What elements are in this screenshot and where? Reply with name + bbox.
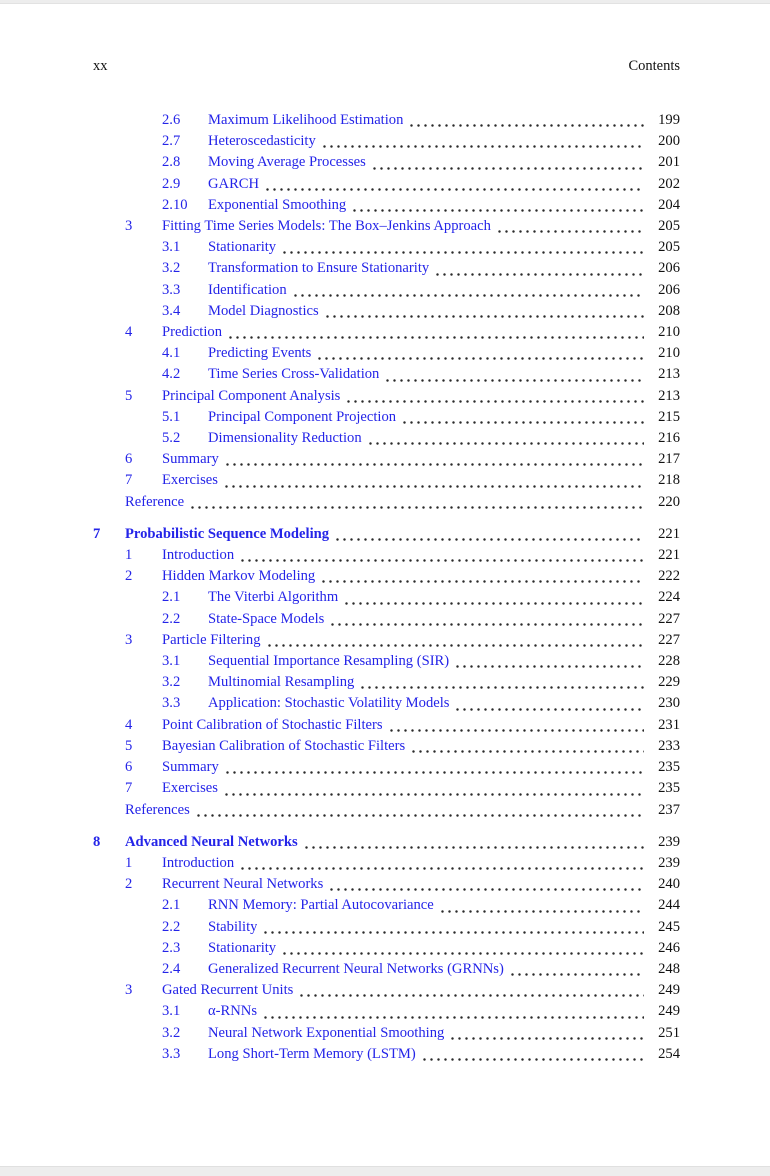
entry-title: Prediction xyxy=(162,324,222,341)
entry-number: 2 xyxy=(125,568,133,585)
entry-title: Particle Filtering xyxy=(162,631,261,648)
entry-number: 7 xyxy=(125,780,133,797)
entry-page-number: 224 xyxy=(658,589,680,606)
entry-page-number: 201 xyxy=(658,154,680,171)
entry-number: 3.1 xyxy=(162,653,181,670)
entry-number: 4 xyxy=(125,716,133,733)
entry-page-number: 237 xyxy=(658,801,680,818)
entry-page-number: 248 xyxy=(658,960,680,977)
toc-entry-7-exercises[interactable] xyxy=(93,778,680,799)
entry-page-number: 206 xyxy=(658,281,680,298)
dot-leader xyxy=(266,188,644,191)
entry-page-number: 210 xyxy=(658,345,680,362)
toc-entry-3-3-long-short-term-memory-lstm[interactable] xyxy=(93,1044,680,1065)
entry-title: Principal Component Projection xyxy=(208,408,397,425)
dot-leader xyxy=(241,559,644,562)
toc-entry-7-exercises[interactable] xyxy=(93,470,680,491)
toc-entry-5-1-principal-component-projection[interactable] xyxy=(93,407,680,428)
toc-entry-2-1-rnn-memory-partial-autocovariance[interactable] xyxy=(93,895,680,916)
entry-page-number: 245 xyxy=(658,918,680,935)
entry-title: Generalized Recurrent Neural Networks (GRNNs) xyxy=(208,960,504,977)
entry-number: 6 xyxy=(125,759,133,776)
entry-page-number: 213 xyxy=(658,366,680,383)
dot-leader xyxy=(410,124,644,127)
dot-leader xyxy=(268,644,645,647)
entry-page-number: 220 xyxy=(658,493,680,510)
entry-number: 2.6 xyxy=(162,112,181,128)
entry-title: Exercises xyxy=(162,472,218,489)
entry-number: 8 xyxy=(93,833,101,850)
entry-number: 2.1 xyxy=(162,589,181,606)
entry-title: Moving Average Processes xyxy=(208,154,366,171)
entry-page-number: 202 xyxy=(658,175,680,192)
toc-entry-3-3-identification[interactable] xyxy=(93,280,680,301)
toc-entry-3-fitting-time-series-models-the-box-jenkins-approach[interactable] xyxy=(93,216,680,237)
running-head: Contents xyxy=(628,58,680,74)
entry-page-number: 205 xyxy=(658,218,680,235)
entry-title: Identification xyxy=(208,281,287,298)
toc-entry-3-1-rnns[interactable] xyxy=(93,1001,680,1022)
dot-leader xyxy=(225,485,644,488)
entry-number: 2.9 xyxy=(162,175,181,192)
dot-leader xyxy=(197,814,644,817)
dot-leader xyxy=(347,400,644,403)
entry-number: 2.8 xyxy=(162,154,181,171)
toc-entry-3-2-multinomial-resampling[interactable] xyxy=(93,672,680,693)
entry-page-number: 208 xyxy=(658,302,680,319)
toc-entry-2-9-garch[interactable] xyxy=(93,174,680,195)
toc-entry-2-8-moving-average-processes[interactable] xyxy=(93,152,680,173)
entry-page-number: 213 xyxy=(658,387,680,404)
toc-entry-3-1-sequential-importance-resampling-sir[interactable] xyxy=(93,651,680,672)
entry-page-number: 227 xyxy=(658,631,680,648)
entry-title: Predicting Events xyxy=(208,345,312,362)
entry-page-number: 244 xyxy=(658,897,680,914)
dot-leader xyxy=(423,1058,644,1061)
entry-number: 1 xyxy=(125,547,133,564)
entry-title: Exercises xyxy=(162,780,218,797)
entry-title: Probabilistic Sequence Modeling xyxy=(125,525,330,542)
dot-leader xyxy=(331,623,644,626)
entry-title: Introduction xyxy=(162,547,235,564)
entry-page-number: 239 xyxy=(658,854,680,871)
dot-leader xyxy=(511,973,644,976)
entry-number: 2.3 xyxy=(162,939,181,956)
entry-page-number: 215 xyxy=(658,408,680,425)
toc-entry-2-4-generalized-recurrent-neural-networks-grnns[interactable] xyxy=(93,959,680,980)
entry-title: Stationarity xyxy=(208,939,277,956)
entry-number: 6 xyxy=(125,451,133,468)
entry-page-number: 229 xyxy=(658,674,680,691)
dot-leader xyxy=(226,771,644,774)
toc-entry-6-summary[interactable] xyxy=(93,757,680,778)
entry-page-number: 210 xyxy=(658,324,680,341)
entry-page-number: 199 xyxy=(658,112,680,128)
entry-number: 2.4 xyxy=(162,960,181,977)
entry-page-number: 254 xyxy=(658,1045,680,1062)
entry-title: Maximum Likelihood Estimation xyxy=(208,112,404,128)
entry-number: 5.1 xyxy=(162,408,181,425)
page-folio: xx xyxy=(93,58,108,74)
entry-number: 5.2 xyxy=(162,430,181,447)
toc-entry-3-1-stationarity[interactable] xyxy=(93,237,680,258)
entry-number: 5 xyxy=(125,387,133,404)
dot-leader xyxy=(498,230,644,233)
entry-number: 3 xyxy=(125,631,133,648)
dot-leader xyxy=(456,708,644,711)
dot-leader xyxy=(390,729,644,732)
dot-leader xyxy=(225,793,644,796)
entry-page-number: 216 xyxy=(658,430,680,447)
entry-number: 4.2 xyxy=(162,366,181,383)
entry-page-number: 218 xyxy=(658,472,680,489)
entry-number: 3.2 xyxy=(162,1024,181,1041)
entry-title: Multinomial Resampling xyxy=(208,674,355,691)
entry-title: Introduction xyxy=(162,854,235,871)
entry-number: 3.3 xyxy=(162,281,181,298)
entry-title: Principal Component Analysis xyxy=(162,387,341,404)
toc-entry-8-advanced-neural-networks[interactable] xyxy=(93,832,680,853)
entry-page-number: 222 xyxy=(658,568,680,585)
entry-title: Summary xyxy=(162,759,219,776)
entry-title: Transformation to Ensure Stationarity xyxy=(208,260,430,277)
entry-page-number: 251 xyxy=(658,1024,680,1041)
toc-entry-3-2-neural-network-exponential-smoothing[interactable] xyxy=(93,1023,680,1044)
dot-leader xyxy=(294,294,644,297)
entry-number: 4.1 xyxy=(162,345,181,362)
entry-title: Stability xyxy=(208,918,258,935)
toc-block-chapter-8 xyxy=(93,832,680,1065)
page-header xyxy=(93,58,680,75)
entry-page-number: 230 xyxy=(658,695,680,712)
toc-entry-1-introduction[interactable] xyxy=(93,853,680,874)
entry-title: Summary xyxy=(162,451,219,468)
table-of-contents xyxy=(93,110,680,1065)
entry-title: Sequential Importance Resampling (SIR) xyxy=(208,653,450,670)
entry-number: 4 xyxy=(125,324,133,341)
dot-leader xyxy=(361,686,644,689)
entry-page-number: 227 xyxy=(658,610,680,627)
toc-entry-2-2-stability[interactable] xyxy=(93,917,680,938)
dot-leader xyxy=(226,463,644,466)
dot-leader xyxy=(353,209,644,212)
dot-leader xyxy=(322,580,644,583)
dot-leader xyxy=(283,952,644,955)
entry-number: 2.7 xyxy=(162,133,181,150)
dot-leader xyxy=(300,994,644,997)
entry-title: Model Diagnostics xyxy=(208,302,319,319)
entry-title: Point Calibration of Stochastic Filters xyxy=(162,716,383,733)
entry-page-number: 205 xyxy=(658,239,680,256)
dot-leader xyxy=(456,665,644,668)
toc-entry-2-3-stationarity[interactable] xyxy=(93,938,680,959)
dot-leader xyxy=(441,910,644,913)
entry-title: α-RNNs xyxy=(208,1003,257,1020)
viewer-edge-top xyxy=(0,0,770,4)
dot-leader xyxy=(345,602,644,605)
entry-page-number: 200 xyxy=(658,133,680,150)
entry-page-number: 249 xyxy=(658,1003,680,1020)
entry-page-number: 240 xyxy=(658,876,680,893)
toc-entry-5-2-dimensionality-reduction[interactable] xyxy=(93,428,680,449)
dot-leader xyxy=(305,846,644,849)
dot-leader xyxy=(264,931,644,934)
toc-entry-3-2-transformation-to-ensure-stationarity[interactable] xyxy=(93,258,680,279)
entry-title: Advanced Neural Networks xyxy=(125,833,298,850)
dot-leader xyxy=(241,867,644,870)
entry-number: 3.1 xyxy=(162,1003,181,1020)
entry-title: Dimensionality Reduction xyxy=(208,430,362,447)
dot-leader xyxy=(436,273,644,276)
entry-number: 3.2 xyxy=(162,674,181,691)
entry-number: 3.3 xyxy=(162,1045,181,1062)
entry-page-number: 235 xyxy=(658,759,680,776)
entry-number: 2 xyxy=(125,876,133,893)
entry-title: State-Space Models xyxy=(208,610,325,627)
entry-number: 5 xyxy=(125,737,133,754)
toc-entry-4-point-calibration-of-stochastic-filters[interactable] xyxy=(93,715,680,736)
entry-title: Hidden Markov Modeling xyxy=(162,568,316,585)
dot-leader xyxy=(326,315,644,318)
entry-title: Heteroscedasticity xyxy=(208,133,316,150)
toc-entry-2-6-maximum-likelihood-estimation[interactable] xyxy=(93,110,680,131)
entry-title: Time Series Cross-Validation xyxy=(208,366,380,383)
entry-title: GARCH xyxy=(208,175,260,192)
entry-number: 3.2 xyxy=(162,260,181,277)
toc-entry-2-1-the-viterbi-algorithm[interactable] xyxy=(93,587,680,608)
entry-page-number: 206 xyxy=(658,260,680,277)
dot-leader xyxy=(191,506,644,509)
entry-page-number: 231 xyxy=(658,716,680,733)
dot-leader xyxy=(336,538,644,541)
entry-title: Neural Network Exponential Smoothing xyxy=(208,1024,445,1041)
dot-leader xyxy=(264,1016,644,1019)
toc-block-chapter-6-continued xyxy=(93,110,680,513)
toc-entry-3-particle-filtering[interactable] xyxy=(93,630,680,651)
entry-title: Recurrent Neural Networks xyxy=(162,876,324,893)
entry-number: 3.3 xyxy=(162,695,181,712)
toc-entry-2-10-exponential-smoothing[interactable] xyxy=(93,195,680,216)
dot-leader xyxy=(386,379,644,382)
toc-entry-7-probabilistic-sequence-modeling[interactable] xyxy=(93,524,680,545)
entry-number: 7 xyxy=(125,472,133,489)
entry-page-number: 235 xyxy=(658,780,680,797)
toc-entry-references[interactable] xyxy=(93,800,680,821)
entry-page-number: 249 xyxy=(658,982,680,999)
toc-entry-reference[interactable] xyxy=(93,492,680,513)
entry-page-number: 239 xyxy=(658,833,680,850)
entry-title: Long Short-Term Memory (LSTM) xyxy=(208,1045,416,1062)
entry-title: RNN Memory: Partial Autocovariance xyxy=(208,897,434,914)
entry-page-number: 233 xyxy=(658,737,680,754)
toc-entry-4-prediction[interactable] xyxy=(93,322,680,343)
entry-page-number: 217 xyxy=(658,451,680,468)
dot-leader xyxy=(229,336,644,339)
dot-leader xyxy=(318,357,644,360)
entry-title: Bayesian Calibration of Stochastic Filters xyxy=(162,737,406,754)
dot-leader xyxy=(330,888,644,891)
dot-leader xyxy=(323,145,644,148)
dot-leader xyxy=(412,750,644,753)
entry-page-number: 228 xyxy=(658,653,680,670)
dot-leader xyxy=(373,167,644,170)
entry-number: 3.1 xyxy=(162,239,181,256)
entry-page-number: 246 xyxy=(658,939,680,956)
viewer-edge-bottom xyxy=(0,1166,770,1176)
entry-title: Reference xyxy=(125,493,185,510)
entry-page-number: 204 xyxy=(658,196,680,213)
toc-entry-2-recurrent-neural-networks[interactable] xyxy=(93,874,680,895)
entry-title: Fitting Time Series Models: The Box–Jenkins Approach xyxy=(162,218,491,235)
entry-title: Exponential Smoothing xyxy=(208,196,347,213)
toc-entry-6-summary[interactable] xyxy=(93,449,680,470)
entry-number: 3 xyxy=(125,982,133,999)
entry-number: 2.1 xyxy=(162,897,181,914)
toc-entry-4-2-time-series-cross-validation[interactable] xyxy=(93,364,680,385)
toc-entry-2-hidden-markov-modeling[interactable] xyxy=(93,566,680,587)
entry-number: 3.4 xyxy=(162,302,181,319)
entry-number: 3 xyxy=(125,218,133,235)
entry-number: 2.10 xyxy=(162,196,188,213)
entry-page-number: 221 xyxy=(658,547,680,564)
entry-title: Stationarity xyxy=(208,239,277,256)
dot-leader xyxy=(369,442,644,445)
entry-number: 2.2 xyxy=(162,610,181,627)
toc-entry-3-4-model-diagnostics[interactable] xyxy=(93,301,680,322)
entry-number: 1 xyxy=(125,854,133,871)
toc-entry-5-principal-component-analysis[interactable] xyxy=(93,386,680,407)
entry-page-number: 221 xyxy=(658,525,680,542)
entry-number: 7 xyxy=(93,525,101,542)
entry-title: Gated Recurrent Units xyxy=(162,982,294,999)
entry-title: The Viterbi Algorithm xyxy=(208,589,339,606)
entry-number: 2.2 xyxy=(162,918,181,935)
toc-entry-5-bayesian-calibration-of-stochastic-filters[interactable] xyxy=(93,736,680,757)
toc-block-chapter-7 xyxy=(93,524,680,821)
toc-entry-4-1-predicting-events[interactable] xyxy=(93,343,680,364)
dot-leader xyxy=(403,421,644,424)
dot-leader xyxy=(451,1037,644,1040)
toc-entry-3-3-application-stochastic-volatility-models[interactable] xyxy=(93,693,680,714)
toc-entry-2-7-heteroscedasticity[interactable] xyxy=(93,131,680,152)
toc-entry-2-2-state-space-models[interactable] xyxy=(93,609,680,630)
toc-entry-1-introduction[interactable] xyxy=(93,545,680,566)
entry-title: Application: Stochastic Volatility Models xyxy=(208,695,450,712)
entry-title: References xyxy=(125,801,190,818)
dot-leader xyxy=(283,251,644,254)
toc-entry-3-gated-recurrent-units[interactable] xyxy=(93,980,680,1001)
